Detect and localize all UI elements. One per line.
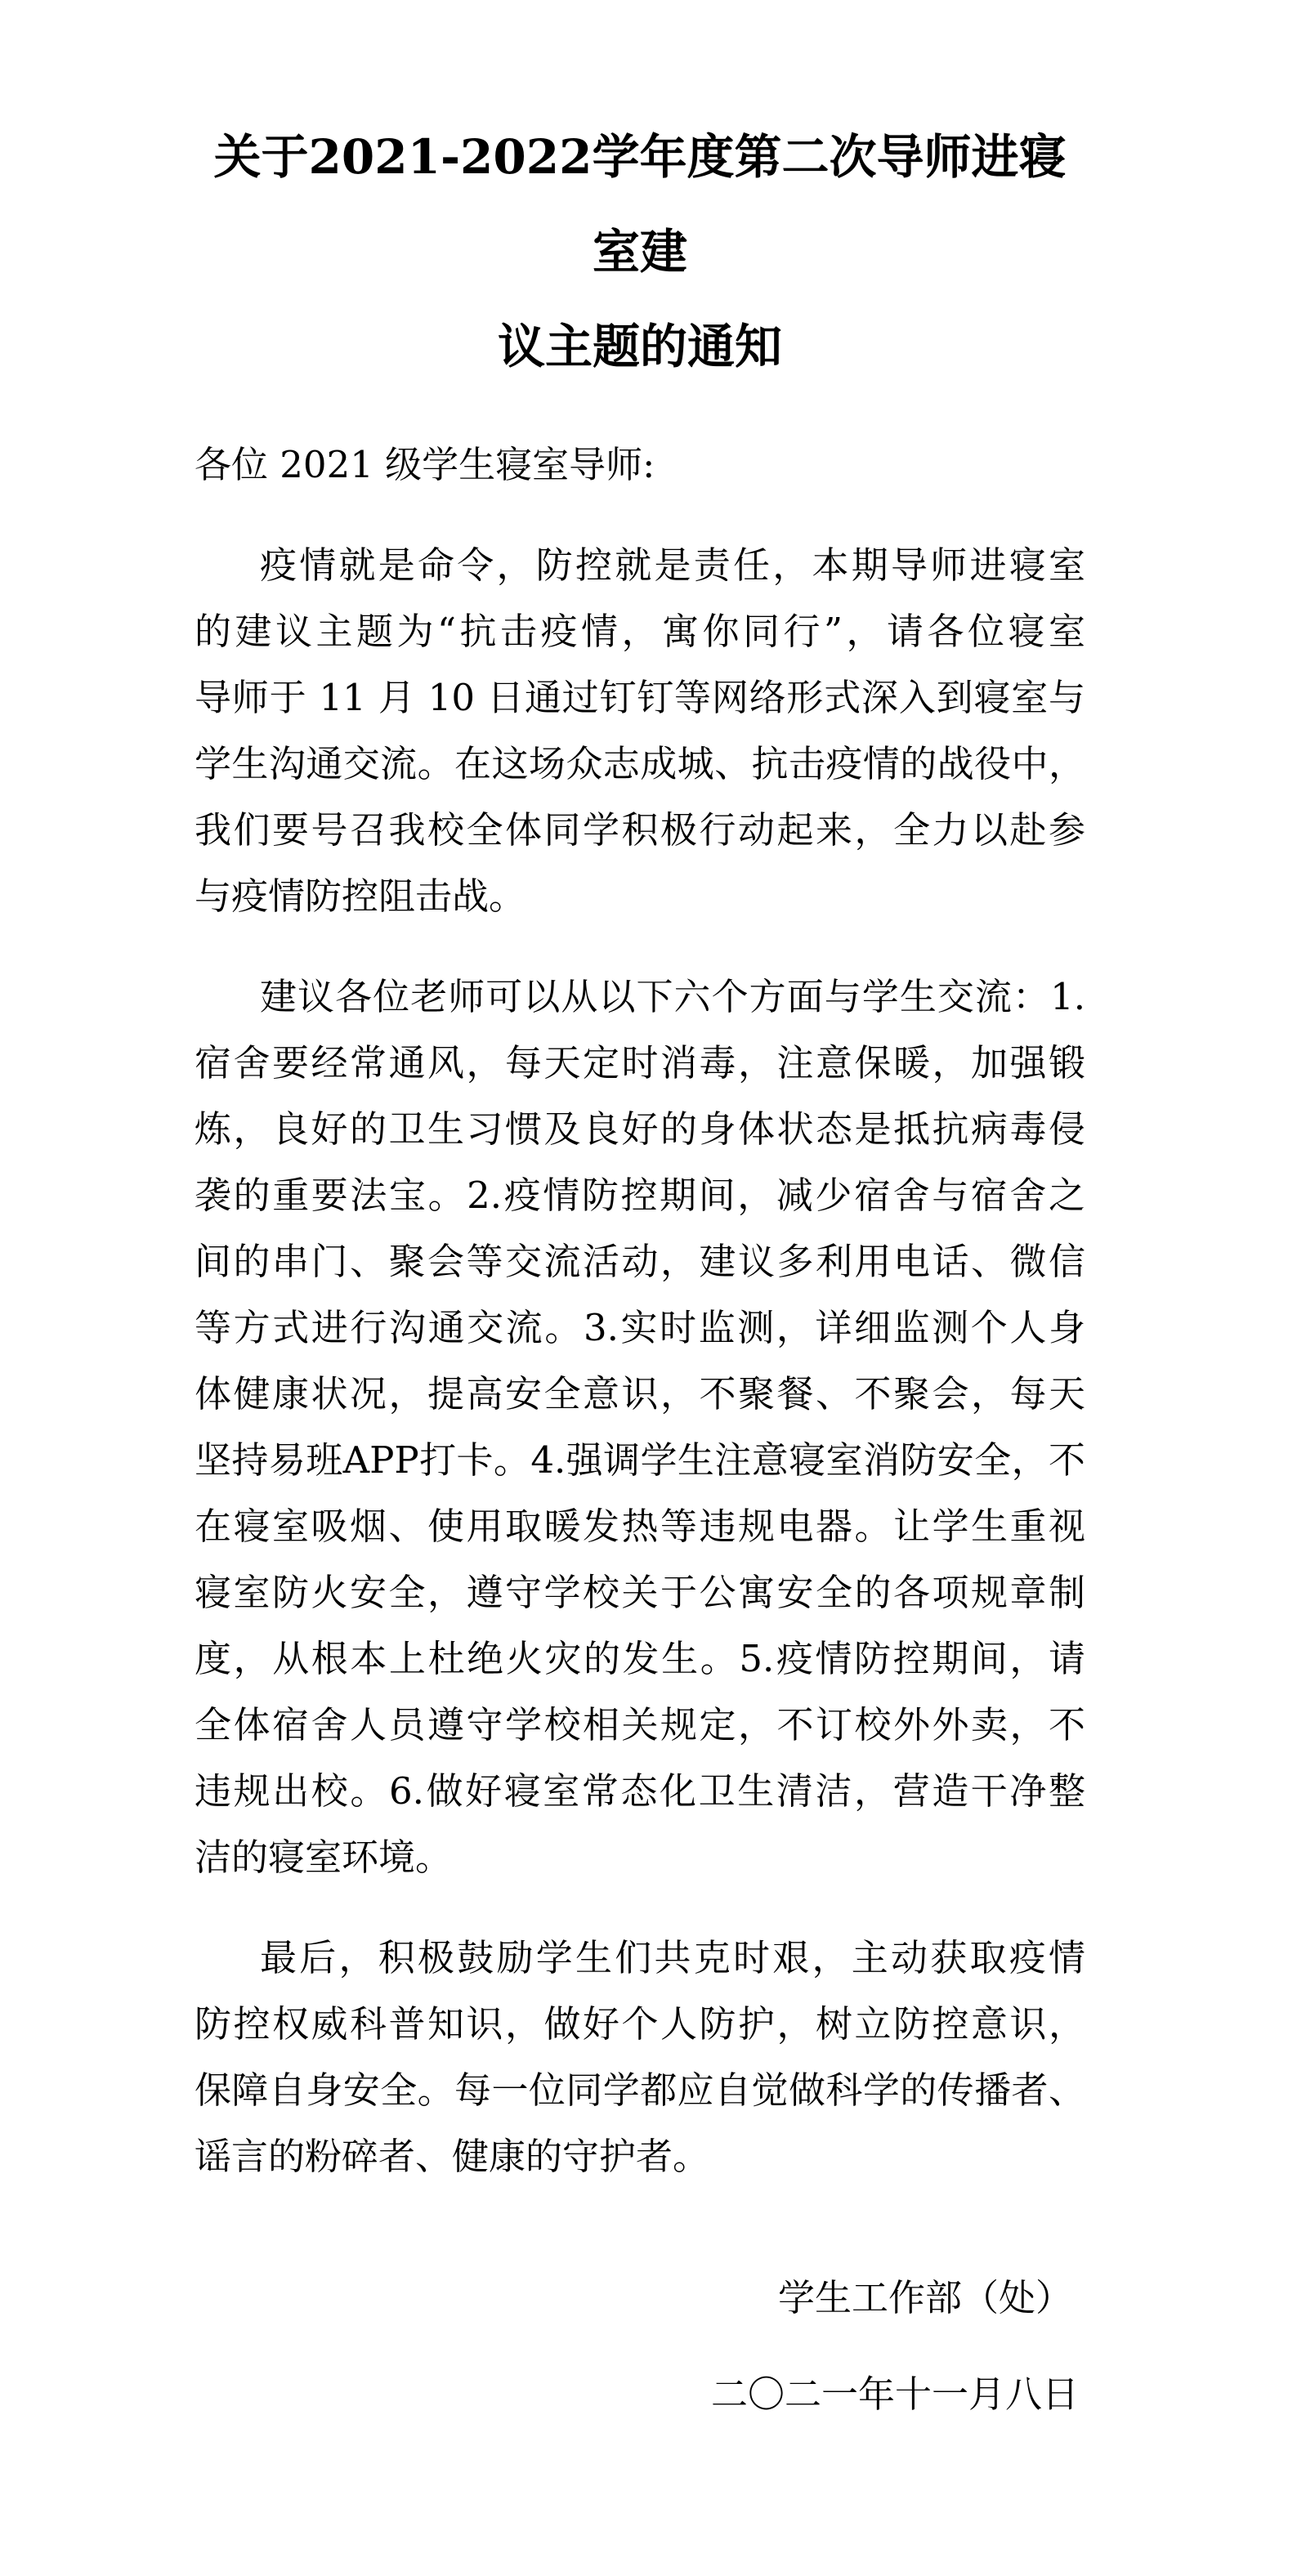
paragraph-2 [195, 964, 1085, 1890]
paragraph-3 [195, 1925, 1085, 2189]
paragraph-2-line-7: 体健康状况，提高安全意识，不聚餐、不聚会，每天 [195, 1372, 1085, 1415]
paragraph-1 [195, 532, 1085, 929]
paragraph-1-line-1: 疫情就是命令，防控就是责任，本期导师进寝室 [260, 543, 1085, 587]
paragraph-2-line-14: 洁的寝室环境。 [195, 1836, 453, 1879]
paragraph-1-line-4: 学生沟通交流。在这场众志成城、抗击疫情的战役中， [195, 742, 1085, 785]
paragraph-2-line-8: 坚持易班APP打卡。4.强调学生注意寝室消防安全，不 [195, 1438, 1085, 1482]
paragraph-2-line-2: 宿舍要经常通风，每天定时消毒，注意保暖，加强锻 [195, 1041, 1085, 1085]
paragraph-2-line-5: 间的串门、聚会等交流活动，建议多利用电话、微信 [195, 1240, 1085, 1283]
paragraph-2-line-6: 等方式进行沟通交流。3.实时监测，详细监测个人身 [195, 1306, 1085, 1349]
salutation: 各位 2021 级学生寝室导师: [195, 443, 655, 486]
paragraph-1-line-6: 与疫情防控阻击战。 [195, 874, 526, 918]
paragraph-3-line-2: 防控权威科普知识，做好个人防护，树立防控意识， [195, 2002, 1085, 2046]
signature-department: 学生工作部（处） [777, 2276, 1072, 2319]
paragraph-1-line-2: 的建议主题为“抗击疫情，寓你同行”，请各位寝室 [195, 610, 1085, 653]
paragraph-3-line-3: 保障自身安全。每一位同学都应自觉做科学的传播者、 [195, 2068, 1085, 2112]
paragraph-2-line-11: 度，从根本上杜绝火灾的发生。5.疫情防控期间，请 [195, 1637, 1085, 1680]
document-body [195, 432, 1085, 2189]
paragraph-2-line-1: 建议各位老师可以从以下六个方面与学生交流：1. [260, 975, 1085, 1018]
document-page [195, 0, 1085, 2189]
paragraph-2-line-4: 袭的重要法宝。2.疫情防控期间，减少宿舍与宿舍之 [195, 1174, 1085, 1217]
title-line-2: 议主题的通知 [497, 319, 782, 374]
paragraph-2-line-12: 全体宿舍人员遵守学校相关规定，不订校外外卖，不 [195, 1703, 1085, 1746]
paragraph-2-line-9: 在寝室吸烟、使用取暖发热等违规电器。让学生重视 [195, 1505, 1085, 1548]
document-title [195, 0, 1085, 394]
paragraph-2-line-13: 违规出校。6.做好寝室常态化卫生清洁，营造干净整 [195, 1769, 1085, 1813]
paragraph-3-line-1: 最后，积极鼓励学生们共克时艰，主动获取疫情 [260, 1936, 1085, 1979]
paragraph-2-line-10: 寝室防火安全，遵守学校关于公寓安全的各项规章制 [195, 1571, 1085, 1614]
paragraph-1-line-3: 导师于 11 月 10 日通过钉钉等网络形式深入到寝室与 [195, 676, 1085, 719]
title-line-1: 关于2021-2022学年度第二次导师进寝室建 [213, 129, 1067, 280]
signature-date: 二〇二一年十一月八日 [710, 2373, 1079, 2416]
paragraph-1-line-5: 我们要号召我校全体同学积极行动起来，全力以赴参 [195, 808, 1085, 852]
paragraph-2-line-3: 炼，良好的卫生习惯及良好的身体状态是抵抗病毒侵 [195, 1107, 1085, 1151]
paragraph-3-line-4: 谣言的粉碎者、健康的守护者。 [195, 2135, 710, 2178]
